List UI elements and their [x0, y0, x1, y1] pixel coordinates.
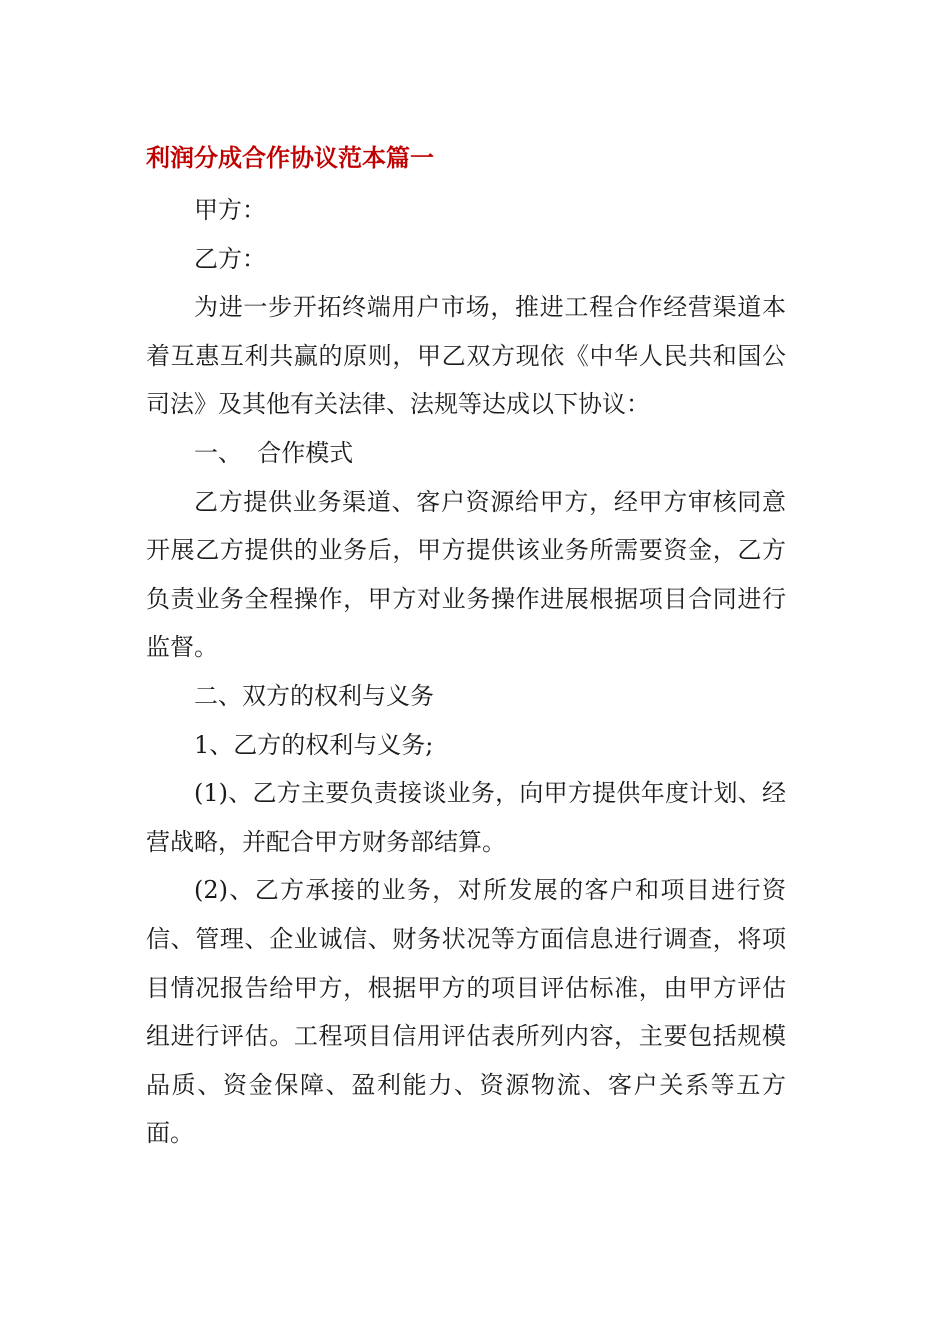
document-title: 利润分成合作协议范本篇一 — [146, 143, 434, 172]
document-body — [146, 186, 786, 1158]
subsection-1-heading: 1、乙方的权利与义务; — [194, 730, 434, 759]
section-2-heading: 二、双方的权利与义务 — [194, 681, 434, 710]
party-a-line: 甲方： — [194, 196, 266, 224]
clause-2-paragraph: (2)、乙方承接的业务，对所发展的客户和项目进行资信、管理、企业诚信、财务状况等方面信息进行调查，将项目情况报告给甲方，根据甲方的项目评估标准，由甲方评估组进行评估。工程项目信用评估表所列内容，主要包括规模品质、资金保障、盈利能力、资源物流、客户关系等五方面。 — [146, 876, 786, 1148]
section-1-paragraph: 乙方提供业务渠道、客户资源给甲方，经甲方审核同意开展乙方提供的业务后，甲方提供该业务所需要资金，乙方负责业务全程操作，甲方对业务操作进展根据项目合同进行监督。 — [146, 487, 786, 662]
party-b-line: 乙方： — [194, 244, 266, 273]
section-1-heading: 一、 合作模式 — [194, 438, 354, 467]
clause-1-paragraph: (1)、乙方主要负责接谈业务，向甲方提供年度计划、经营战略，并配合甲方财务部结算。 — [146, 779, 786, 856]
intro-paragraph: 为进一步开拓终端用户市场，推进工程合作经营渠道本着互惠互利共赢的原则，甲乙双方现依《中华人民共和国公司法》及其他有关法律、法规等达成以下协议： — [146, 293, 786, 419]
